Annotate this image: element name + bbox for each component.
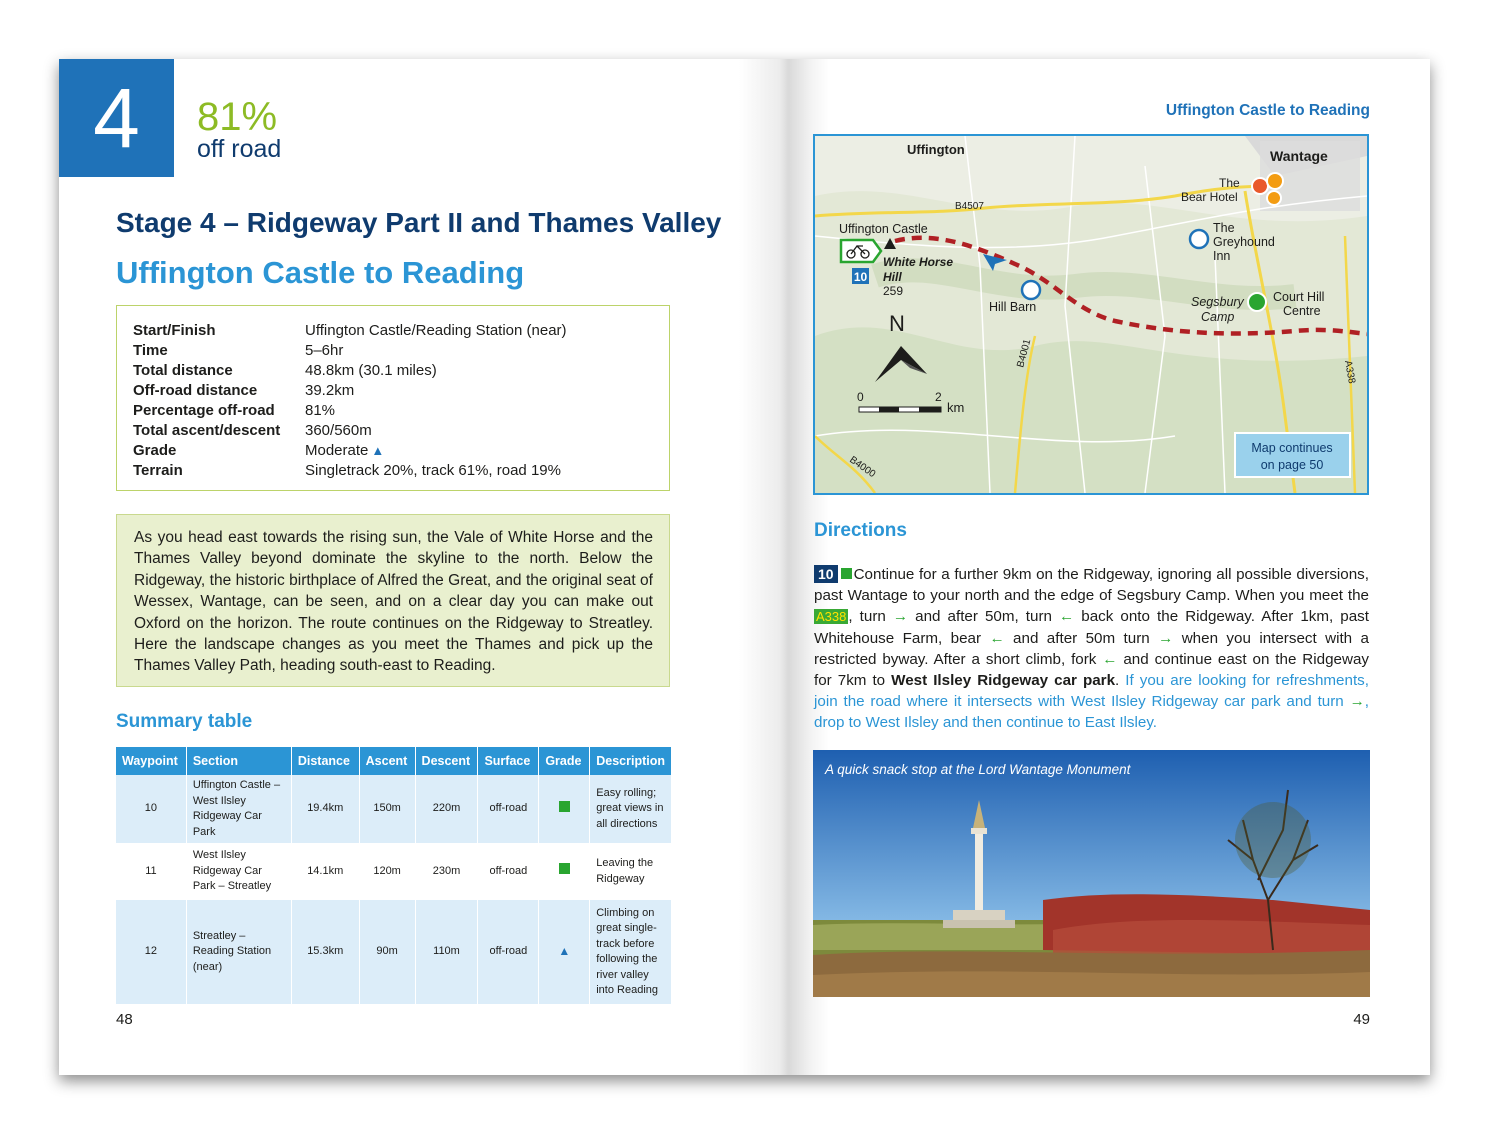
route-info-box: Start/Finish Uffington Castle/Reading Station (near) Time 5–6hr Total distance 48.8km (30.1 miles) Off-road distance 39.2km Percentage off-road 81% Total ascent/descent 360/560m Grade Moderate ▲ Terrain Singletrack 20%, track 61%, road 19% — [116, 305, 670, 491]
map-label-b4507: B4507 — [955, 201, 984, 212]
turn-right-arrow-icon: → — [892, 608, 909, 626]
table-row: 11 West Ilsley Ridgeway Car Park – Streatley 14.1km 120m 230m off-road Leaving the Ridgeway — [116, 843, 672, 900]
map-label-hill-barn: Hill Barn — [989, 300, 1037, 314]
offroad-label: off road — [197, 135, 282, 163]
map-continues-1: Map continues — [1251, 441, 1333, 455]
moderate-grade-triangle-icon: ▲ — [558, 943, 571, 958]
map-label-court-hill-1: Court Hill — [1273, 290, 1325, 304]
fork-left-arrow-icon: ← — [1102, 650, 1118, 668]
col-waypoint: Waypoint — [116, 747, 186, 775]
book-spread — [59, 59, 1430, 1075]
photo-caption: A quick snack stop at the Lord Wantage Monument — [825, 762, 1131, 777]
moderate-grade-triangle-icon: ▲ — [371, 443, 385, 458]
page-number-right: 49 — [1353, 1011, 1370, 1028]
col-descent: Descent — [415, 747, 478, 775]
map-label-bear-hotel: Bear Hotel — [1181, 190, 1238, 204]
table-row: 12 Streatley – Reading Station (near) 15.3km 90m 110m off-road ▲ Climbing on great single-track before following the river valley into Reading — [116, 900, 672, 1004]
carpark-name: West Ilsley Ridgeway car park — [891, 672, 1116, 690]
col-description: Description — [590, 747, 672, 775]
route-map — [813, 134, 1369, 495]
offroad-percent: 81% — [197, 95, 278, 139]
map-label-uffington: Uffington — [907, 142, 965, 157]
col-distance: Distance — [291, 747, 359, 775]
col-grade: Grade — [539, 747, 590, 775]
map-label-uffington-castle: Uffington Castle — [839, 222, 928, 236]
easy-grade-square-icon — [841, 568, 852, 579]
easy-grade-square-icon — [559, 801, 570, 812]
route-title: Uffington Castle to Reading — [116, 255, 525, 290]
court-hill-centre-icon — [1248, 293, 1266, 311]
col-surface: Surface — [478, 747, 539, 775]
turn-right-arrow-icon: → — [1158, 629, 1174, 647]
map-label-white-horse: White Horse — [883, 255, 954, 269]
map-continues-2: on page 50 — [1260, 458, 1324, 472]
running-head: Uffington Castle to Reading — [1165, 102, 1370, 119]
stage-number-box: 4 — [59, 59, 174, 177]
map-label-bear: The — [1219, 176, 1240, 190]
scale-2: 2 — [935, 390, 942, 404]
page-number-left: 48 — [116, 1011, 133, 1028]
road-a338-tag: A338 — [816, 609, 847, 625]
stage-title: Stage 4 – Ridgeway Part II and Thames Valley — [116, 207, 722, 238]
pub-icon — [1252, 178, 1268, 194]
monument-column — [975, 830, 983, 920]
map-label-greyhound-2: Greyhound — [1213, 235, 1275, 249]
map-label-greyhound-1: The — [1213, 221, 1235, 235]
scale-0: 0 — [857, 390, 864, 404]
map-label-segsbury-1: Segsbury — [1191, 295, 1244, 309]
map-label-a338: A338 — [1342, 359, 1357, 385]
greyhound-inn-icon — [1190, 230, 1208, 248]
monument-photo — [813, 750, 1370, 997]
turn-right-arrow-icon: → — [1349, 693, 1365, 711]
map-label-greyhound-3: Inn — [1213, 249, 1231, 263]
map-label-b4001: B4001 — [1015, 337, 1034, 369]
shop-icon — [1267, 191, 1281, 205]
north-label: N — [889, 311, 905, 336]
bike-route-start-icon — [841, 240, 881, 262]
easy-grade-square-icon — [559, 863, 570, 874]
turn-left-arrow-icon: ← — [1059, 608, 1075, 626]
map-waypoint-number: 10 — [853, 270, 868, 284]
waypoint-badge: 10 — [814, 565, 838, 583]
map-label-segsbury-2: Camp — [1201, 310, 1235, 324]
map-label-height: 259 — [883, 284, 904, 298]
map-label-wantage: Wantage — [1270, 148, 1328, 164]
map-label-hill: Hill — [883, 270, 902, 284]
summary-heading: Summary table — [116, 711, 253, 732]
turn-left-arrow-icon: ← — [989, 629, 1005, 647]
directions-heading: Directions — [814, 520, 907, 541]
intro-paragraph: As you head east towards the rising sun, the Vale of White Horse and the Thames Valley beyond dominate the skyline to the north. Below the Ridgeway, the historic birthplace of Alfred the Great, and the original seat of Wessex, Wantage, can be seen, and on a clear day you can make out Oxford on the horizon. The route continues on the Ridgeway to Streatley. Here the landscape changes as you meet the Thames and pick up the Thames Valley Path, heading south-east to Reading. — [116, 514, 670, 687]
hill-barn-icon — [1022, 281, 1040, 299]
col-ascent: Ascent — [359, 747, 415, 775]
summary-table — [116, 747, 672, 1004]
refreshment-tip: If you are looking for refreshments, join the road where it intersects with West Ilsley Ridgeway car park and turn →, drop to West Ilsley and then continue to East Ilsley. — [814, 672, 1369, 732]
col-section: Section — [186, 747, 291, 775]
table-row: 10 Uffington Castle – West Ilsley Ridgeway Car Park 19.4km 150m 220m off-road Easy rolling; great views in all directions — [116, 775, 672, 843]
directions-text: 10 Continue for a further 9km on the Ridgeway, ignoring all possible diversions, past Wantage to your north and the edge of Segsbury Camp. When you meet the A338 , turn → and after 50m, turn ← back onto the Ridgeway. After 1km, past Whitehouse Farm, bear ← and after 50m turn → when you intersect with a restricted byway. After a short climb, fork ← and continue east on the Ridgeway for 7km to West Ilsley Ridgeway car park. If you are looking for refreshments, join the road where it intersects with West Ilsley Ridgeway car park and turn →, drop to West Ilsley and then continue to East Ilsley. — [814, 566, 1369, 732]
scale-unit: km — [947, 400, 965, 415]
cafe-icon — [1267, 173, 1283, 189]
map-label-b4000: B4000 — [847, 454, 878, 481]
map-label-court-hill-2: Centre — [1283, 304, 1321, 318]
